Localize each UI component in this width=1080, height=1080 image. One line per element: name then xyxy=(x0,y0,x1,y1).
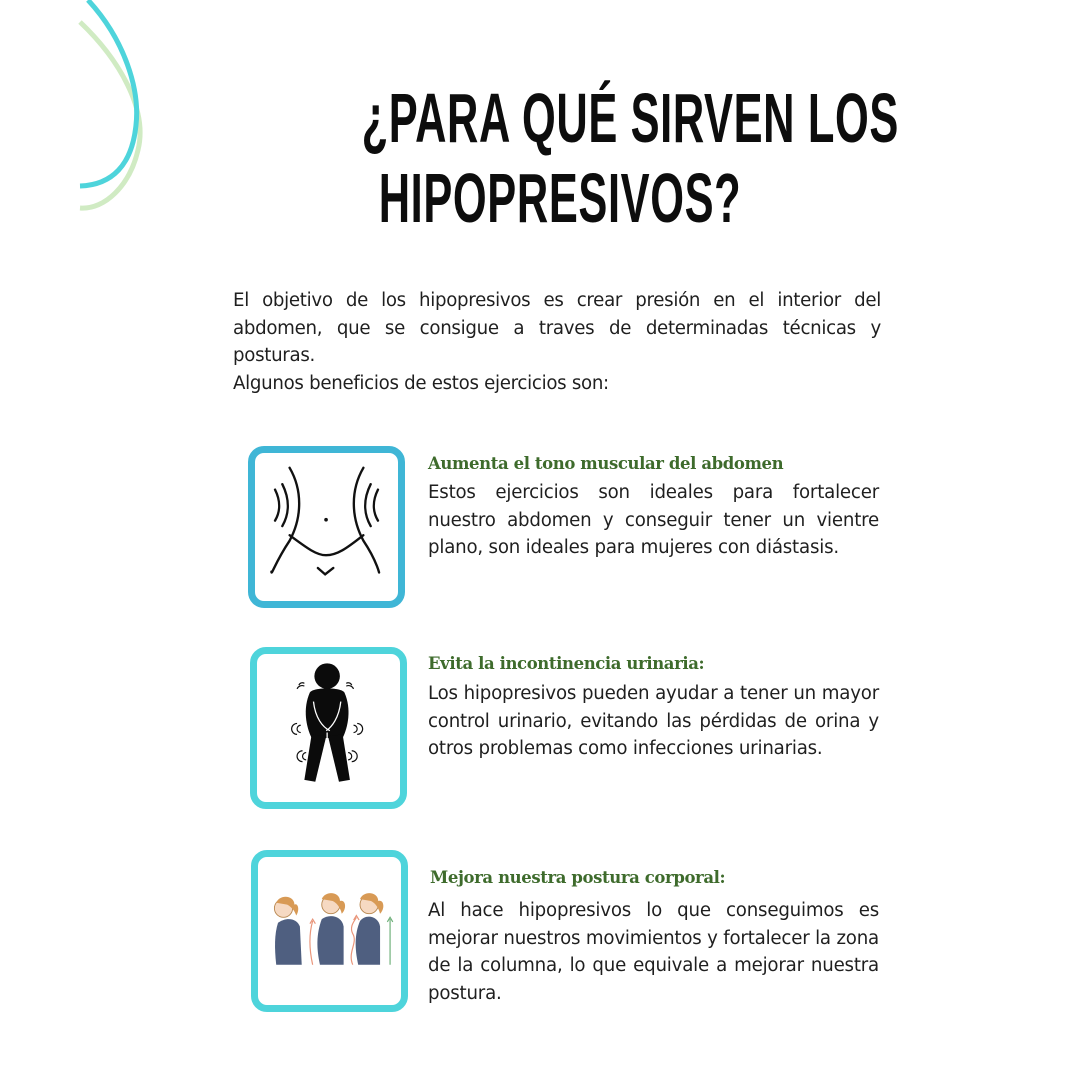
benefit-heading: Evita la incontinencia urinaria: xyxy=(428,654,705,673)
posture-women-icon xyxy=(251,850,408,1012)
page-title xyxy=(361,78,899,238)
benefit-body: Los hipopresivos pueden ayudar a tener un mayor control urinario, evitando las pérdidas de orina y otros problemas como infecciones urinarias. xyxy=(428,683,879,759)
benefit-posture xyxy=(248,850,888,1015)
intro-lead: Algunos beneficios de estos ejercicios son: xyxy=(233,372,609,394)
incontinence-figure-icon xyxy=(250,647,407,809)
decorative-arcs xyxy=(0,0,200,230)
benefit-abdomen xyxy=(248,446,888,611)
title-line-2: HIPOPRESIVOS? xyxy=(378,159,742,237)
title-line-1: ¿PARA QUÉ SIRVEN LOS xyxy=(361,79,899,157)
intro-paragraph: El objetivo de los hipopresivos es crear presión en el interior del abdomen, que se consigue a traves de determinadas técnicas y posturas. xyxy=(233,290,881,366)
benefit-heading: Mejora nuestra postura corporal: xyxy=(430,868,726,887)
benefit-incontinence xyxy=(248,647,888,812)
benefit-heading: Aumenta el tono muscular del abdomen xyxy=(428,454,784,473)
benefit-body: Estos ejercicios son ideales para fortalecer nuestro abdomen y conseguir tener un vientre plano, son ideales para mujeres con diástasis. xyxy=(428,482,879,558)
intro-text xyxy=(233,287,881,397)
benefit-body: Al hace hipopresivos lo que conseguimos es mejorar nuestros movimientos y fortalecer la zona de la columna, lo que equivale a mejorar nuestra postura. xyxy=(428,900,879,1004)
abdomen-icon xyxy=(248,446,405,608)
